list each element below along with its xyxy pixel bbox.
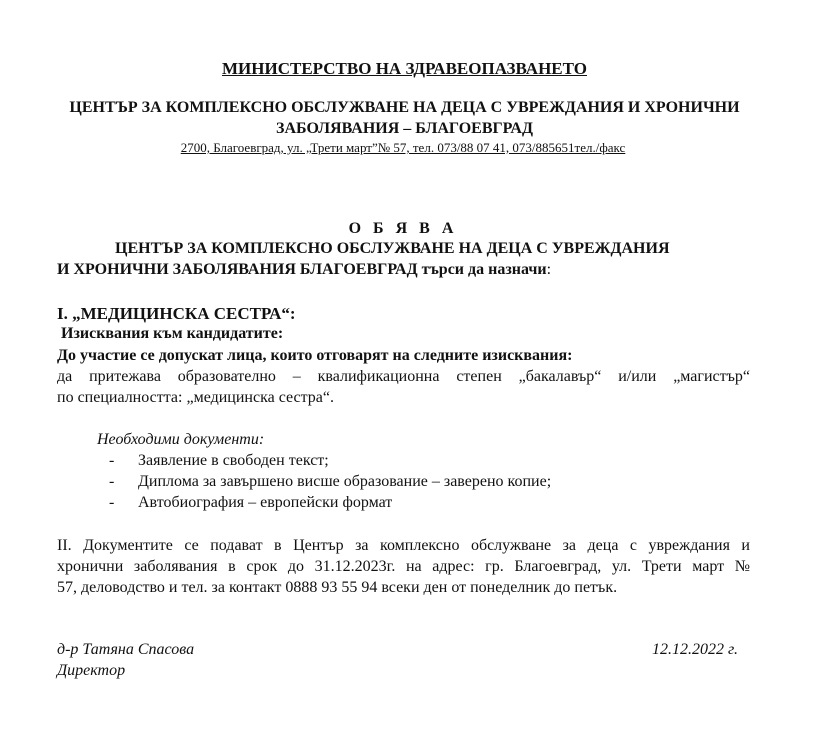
requirements-title: Изисквания към кандидатите: <box>61 325 284 342</box>
list-item <box>57 492 551 513</box>
bullet-dash: - <box>109 473 115 490</box>
document-item-text: Автобиография – европейски формат <box>138 494 393 511</box>
documents-list <box>57 450 551 513</box>
announcement-line-2 <box>57 259 757 280</box>
signature-date: 12.12.2022 г. <box>652 641 739 658</box>
bullet-dash: - <box>109 452 115 469</box>
announcement-title: О Б Я В А <box>348 220 458 237</box>
section-two-paragraph <box>57 535 750 598</box>
requirement-text <box>57 366 750 408</box>
center-name-heading: ЦЕНТЪР ЗА КОМПЛЕКСНО ОБСЛУЖВАНЕ НА ДЕЦА С УВРЕЖДАНИЯ И ХРОНИЧНИ ЗАБОЛЯВАНИЯ – БЛАГОЕВГРАД <box>69 99 740 137</box>
section-one-heading: I. „МЕДИЦИНСКА СЕСТРА“: <box>57 304 296 323</box>
announcement-line-1: ЦЕНТЪР ЗА КОМПЛЕКСНО ОБСЛУЖВАНЕ НА ДЕЦА С УВРЕЖДАНИЯ <box>115 240 670 257</box>
section-two-line-2: хронични заболявания в срок до 31.12.2023г. на адрес: гр. Благоевград, ул. Трети март № <box>57 558 750 575</box>
announcement-line-2-colon: : <box>546 261 552 278</box>
list-item <box>57 471 551 492</box>
center-address: 2700, Благоевград, ул. „Трети март”№ 57, тел. 073/88 07 41, 073/885651тел./факс <box>180 140 626 155</box>
section-two-line-1: II. Документите се подават в Център за комплексно обслужване за деца с увреждания и <box>57 537 750 554</box>
requirement-line-2: по специалността: „медицинска сестра“. <box>57 389 334 406</box>
announcement-line-2-text: И ХРОНИЧНИ ЗАБОЛЯВАНИЯ БЛАГОЕВГРАД търси да назначи <box>57 261 547 278</box>
signer-title: Директор <box>57 662 126 679</box>
section-two-line-3: 57, деловодство и тел. за контакт 0888 93 55 94 всеки ден от понеделник до петък. <box>57 579 618 596</box>
bullet-dash: - <box>109 494 115 511</box>
announcement-intro <box>57 238 757 280</box>
requirements-intro: До участие се допускат лица, които отговарят на следните изисквания: <box>57 347 573 364</box>
list-item <box>57 450 551 471</box>
document-item-text: Диплома за завършено висше образование – заверено копие; <box>138 473 552 490</box>
signer-name: д-р Татяна Спасова <box>57 641 195 658</box>
ministry-heading: МИНИСТЕРСТВО НА ЗДРАВЕОПАЗВАНЕТО <box>222 59 587 78</box>
document-item-text: Заявление в свободен текст; <box>138 452 329 469</box>
requirement-line-1: да притежава образователно – квалификационна степен „бакалавър“ и/или „магистър“ <box>57 368 750 385</box>
documents-title: Необходими документи: <box>97 431 265 448</box>
